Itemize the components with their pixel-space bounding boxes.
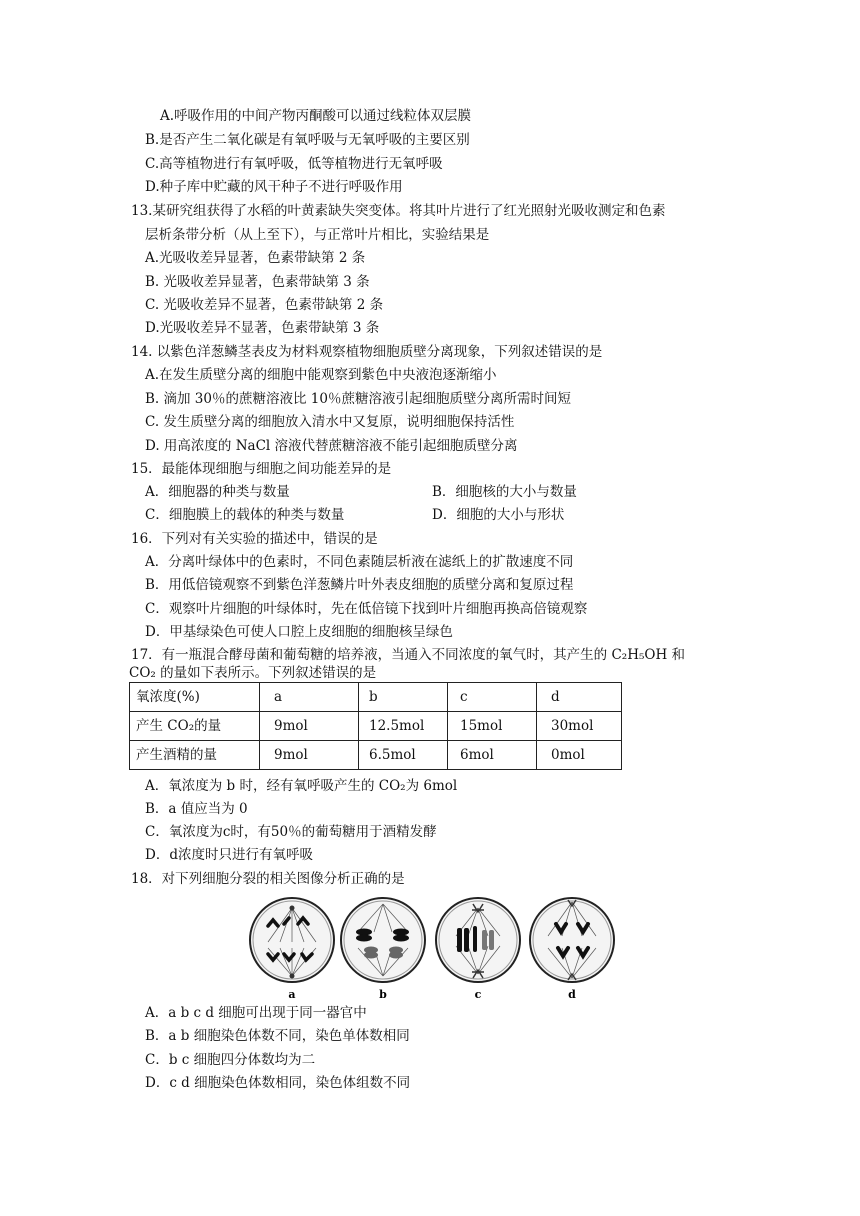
q15-option-b: B．细胞核的大小与数量	[432, 484, 577, 500]
q14-stem: 14. 以紫色洋葱鳞茎表皮为材料观察植物细胞质壁分离现象，下列叙述错误的是	[131, 344, 603, 360]
table-cell: 15mol	[448, 712, 537, 741]
q13-stem-cont: 层析条带分析（从上至下），与正常叶片相比，实验结果是	[145, 227, 490, 243]
cell-division-figure	[246, 896, 616, 1004]
q15-option-c: C．细胞膜上的载体的种类与数量	[145, 507, 345, 523]
q13-stem: 13.某研究组获得了水稻的叶黄素缺失突变体。将其叶片进行了红光照射光吸收测定和色素	[131, 203, 666, 219]
q16-stem: 16．下列对有关实验的描述中，错误的是	[131, 531, 378, 547]
q16-option-b: B．用低倍镜观察不到紫色洋葱鳞片叶外表皮细胞的质壁分离和复原过程	[145, 577, 574, 593]
q17-option-d: D．d浓度时只进行有氧呼吸	[145, 847, 313, 863]
q16-option-c: C．观察叶片细胞的叶绿体时，先在低倍镜下找到叶片细胞再换高倍镜观察	[145, 601, 588, 617]
q14-option-d: D. 用高浓度的 NaCl 溶液代替蔗糖溶液不能引起细胞质壁分离	[145, 438, 518, 454]
q15-stem: 15．最能体现细胞与细胞之间功能差异的是	[131, 461, 392, 477]
figure-label-c: c	[474, 988, 482, 1001]
q13-option-b: B. 光吸收差异显著，色素带缺第 3 条	[145, 274, 370, 290]
q18-option-a: A．a b c d 细胞可出现于同一器官中	[145, 1005, 367, 1021]
cell-d-diagram	[530, 898, 614, 982]
table-cell: 9mol	[260, 741, 359, 770]
q17-stem-cont: CO₂ 的量如下表所示。下列叙述错误的是	[129, 665, 377, 681]
q13-option-d: D.光吸收差异不显著，色素带缺第 3 条	[145, 320, 380, 336]
q18-option-d: D．c d 细胞染色体数相同，染色体组数不同	[145, 1075, 411, 1091]
figure-label-b: b	[379, 988, 387, 1001]
table-cell: 氧浓度(%)	[130, 683, 260, 712]
table-cell: 12.5mol	[359, 712, 448, 741]
table-cell: 0mol	[537, 741, 622, 770]
table-cell: 6.5mol	[359, 741, 448, 770]
table-cell: c	[448, 683, 537, 712]
q18-stem: 18．对下列细胞分裂的相关图像分析正确的是	[131, 871, 405, 887]
q15-option-d: D．细胞的大小与形状	[432, 507, 565, 523]
figure-label-a: a	[288, 988, 296, 1001]
q17-option-b: B．a 值应当为 0	[145, 801, 248, 817]
table-cell: 9mol	[260, 712, 359, 741]
table-cell: a	[260, 683, 359, 712]
cell-c-diagram	[436, 898, 520, 982]
q18-option-c: C．b c 细胞四分体数均为二	[145, 1052, 316, 1068]
q12-option-a: A.呼吸作用的中间产物丙酮酸可以通过线粒体双层膜	[160, 108, 472, 124]
table-cell: b	[359, 683, 448, 712]
q16-option-a: A．分离叶绿体中的色素时，不同色素随层析液在滤纸上的扩散速度不同	[145, 554, 574, 570]
q15-option-a: A．细胞器的种类与数量	[145, 484, 290, 500]
figure-label-d: d	[568, 988, 576, 1001]
table-row	[130, 683, 622, 712]
q12-option-b: B.是否产生二氧化碳是有氧呼吸与无氧呼吸的主要区别	[145, 132, 470, 148]
q16-option-d: D．甲基绿染色可使人口腔上皮细胞的细胞核呈绿色	[145, 624, 453, 640]
cell-b-diagram	[341, 898, 425, 982]
q12-option-d: D.种子库中贮藏的风干种子不进行呼吸作用	[145, 179, 403, 195]
q14-option-a: A.在发生质壁分离的细胞中能观察到紫色中央液泡逐渐缩小	[145, 367, 497, 383]
q12-option-c: C.高等植物进行有氧呼吸，低等植物进行无氧呼吸	[145, 156, 443, 172]
table-cell: 产生 CO₂的量	[130, 712, 260, 741]
q17-option-c: C．氧浓度为c时，有50％的葡萄糖用于酒精发酵	[145, 824, 437, 840]
q14-option-b: B. 滴加 30％的蔗糖溶液比 10％蔗糖溶液引起细胞质壁分离所需时间短	[145, 391, 571, 407]
table-row	[130, 741, 622, 770]
table-cell: 产生酒精的量	[130, 741, 260, 770]
q18-option-b: B．a b 细胞染色体数不同，染色单体数相同	[145, 1028, 410, 1044]
q17-stem: 17．有一瓶混合酵母菌和葡萄糖的培养液，当通入不同浓度的氧气时，其产生的 C₂H₅OH 和	[131, 647, 686, 663]
table-cell: 30mol	[537, 712, 622, 741]
q14-option-c: C. 发生质壁分离的细胞放入清水中又复原，说明细胞保持活性	[145, 414, 515, 430]
q17-option-a: A．氧浓度为 b 时，经有氧呼吸产生的 CO₂为 6mol	[145, 778, 458, 794]
cell-a-diagram	[250, 898, 334, 982]
table-row	[130, 712, 622, 741]
q13-option-c: C. 光吸收差异不显著，色素带缺第 2 条	[145, 297, 384, 313]
table-cell: 6mol	[448, 741, 537, 770]
oxygen-table	[129, 682, 622, 770]
table-cell: d	[537, 683, 622, 712]
q13-option-a: A.光吸收差异显著，色素带缺第 2 条	[145, 250, 366, 266]
